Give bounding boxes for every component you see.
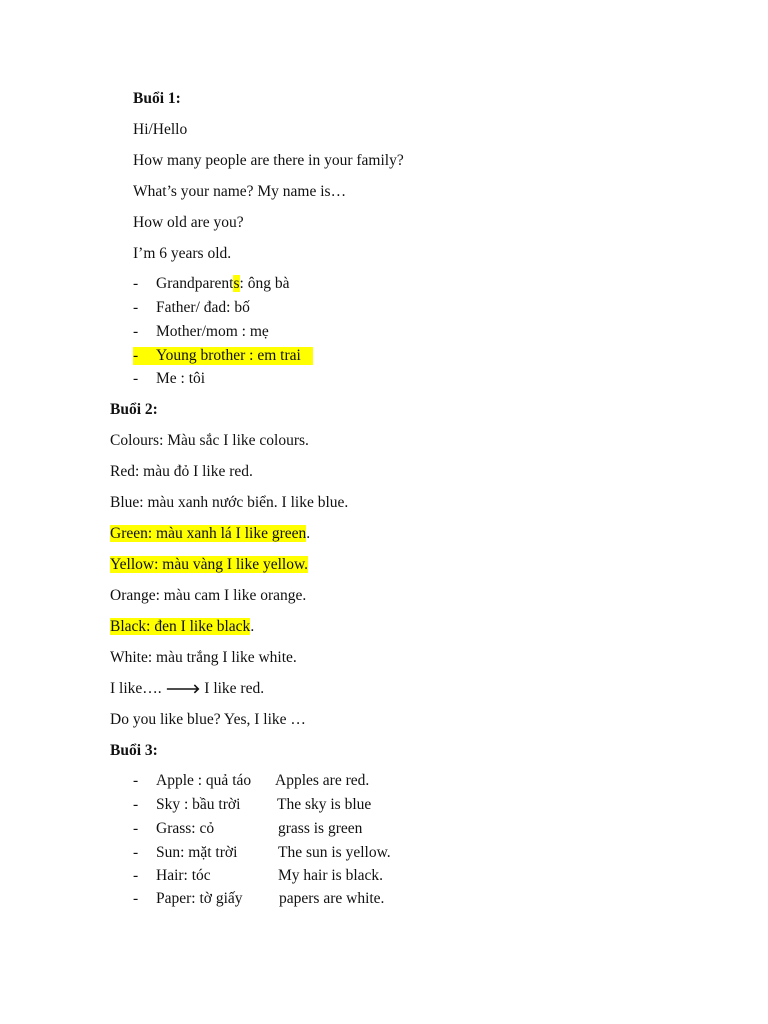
line-name: What’s your name? My name is… <box>133 183 347 200</box>
vocab-term: Sun: mặt trời <box>156 844 238 861</box>
vocab-sentence: grass is green <box>278 820 363 837</box>
line-black: Black: đen I like black. <box>110 618 255 635</box>
list-text: Mother/mom : mẹ <box>156 323 269 340</box>
vocab-term: Apple : quả táo <box>156 772 252 789</box>
vocab-sentence: Apples are red. <box>275 772 370 789</box>
vocab-term: Sky : bầu trời <box>156 796 241 813</box>
line-age-answer: I’m 6 years old. <box>133 245 232 262</box>
line-colours: Colours: Màu sắc I like colours. <box>110 432 309 449</box>
line-yellow: Yellow: màu vàng I like yellow. <box>110 556 309 573</box>
line-family-question: How many people are there in your family? <box>133 152 404 169</box>
vocab-term: Grass: cỏ <box>156 820 215 837</box>
list-dash: - <box>133 275 139 292</box>
vocab-term: Paper: tờ giấy <box>156 890 243 907</box>
line-orange: Orange: màu cam I like orange. <box>110 587 307 604</box>
line-blue: Blue: màu xanh nước biển. I like blue. <box>110 494 349 511</box>
session3-heading: Buổi 3: <box>110 742 158 759</box>
vocab-sentence: papers are white. <box>279 890 385 907</box>
list-text: Me : tôi <box>156 370 206 387</box>
list-dash: - <box>133 323 139 340</box>
line-red: Red: màu đỏ I like red. <box>110 463 253 480</box>
list-dash: - <box>133 820 139 837</box>
list-dash: - <box>133 844 139 861</box>
vocab-sentence: The sun is yellow. <box>278 844 391 861</box>
line-age-question: How old are you? <box>133 214 244 231</box>
list-dash: - <box>133 867 139 884</box>
line-i-like: I like…. 🡒 I like red. <box>110 680 265 697</box>
session1-heading: Buổi 1: <box>133 90 181 107</box>
vocab-sentence: The sky is blue <box>277 796 372 813</box>
list-dash: - <box>133 347 139 364</box>
list-dash: - <box>133 299 139 316</box>
vocab-term: Hair: tóc <box>156 867 211 884</box>
list-dash: - <box>133 890 139 907</box>
session2-heading: Buổi 2: <box>110 401 158 418</box>
list-dash: - <box>133 772 139 789</box>
list-dash: - <box>133 370 139 387</box>
line-greeting: Hi/Hello <box>133 121 188 138</box>
vocab-sentence: My hair is black. <box>278 867 384 884</box>
line-green: Green: màu xanh lá I like green. <box>110 525 311 542</box>
list-text: Young brother : em trai <box>156 347 301 364</box>
list-text: Father/ đad: bố <box>156 299 250 316</box>
arrow-right-icon: 🡒 <box>165 682 201 697</box>
line-do-you-like: Do you like blue? Yes, I like … <box>110 711 306 728</box>
line-white: White: màu trắng I like white. <box>110 649 297 666</box>
list-text: Grandparents: ông bà <box>156 275 290 292</box>
list-dash: - <box>133 796 139 813</box>
